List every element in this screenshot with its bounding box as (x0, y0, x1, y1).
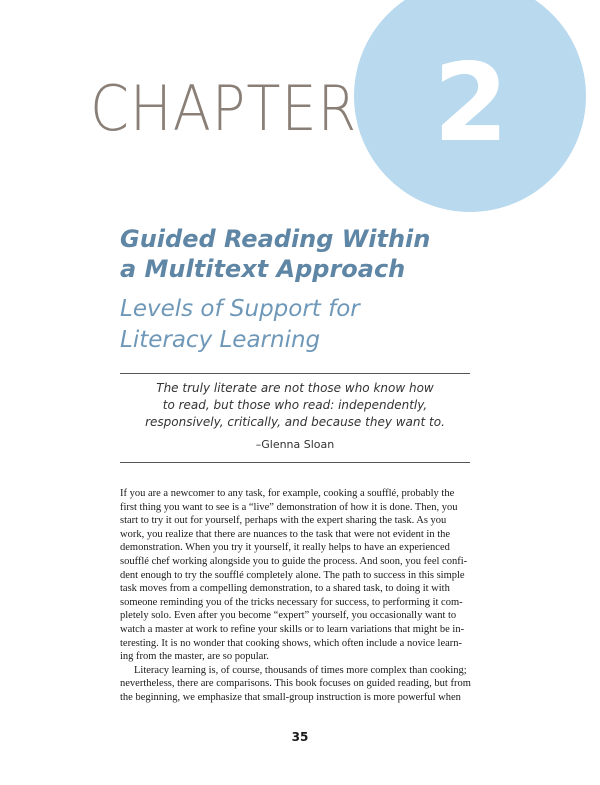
body-line: work, you realize that there are nuances to the task that were not evident in the (120, 528, 451, 540)
body-line: teresting. It is no wonder that cooking shows, which often include a novice learn- (120, 637, 463, 649)
body-line: nevertheless, there are comparisons. This book focuses on guided reading, but from (120, 678, 471, 690)
chapter-subtitle-line-2: Literacy Learning (120, 327, 321, 353)
epigraph-attribution: –Glenna Sloan (255, 438, 335, 451)
body-line: dent enough to try the soufflé completely alone. The path to success in this simple (120, 569, 465, 581)
epigraph-bottom-divider (120, 462, 470, 463)
body-line: Literacy learning is, of course, thousands of times more complex than cooking; (134, 664, 467, 676)
body-line: soufflé chef working alongside you to guide the process. And soon, you feel confi- (120, 555, 468, 567)
body-line: demonstration. When you try it yourself, it really helps to have an experienced (120, 542, 450, 554)
epigraph-line-2: to read, but those who read: independently, (162, 398, 428, 412)
body-line: ing from the master, are so popular. (120, 651, 269, 663)
epigraph-quote (120, 380, 470, 431)
chapter-title (120, 224, 520, 284)
page-number: 35 (291, 730, 309, 744)
chapter-title-line-2: a Multitext Approach (120, 255, 406, 283)
chapter-title-line-1: Guided Reading Within (120, 225, 431, 253)
chapter-subtitle-line-1: Levels of Support for (120, 296, 360, 322)
chapter-subtitle (120, 294, 520, 356)
body-line: first thing you want to see is a “live” demonstration of how it is done. Then, you (120, 501, 458, 513)
epigraph-line-3: responsively, critically, and because they want to. (145, 415, 445, 429)
body-line: the beginning, we emphasize that small-group instruction is more powerful when (120, 691, 461, 703)
body-line: watch a master at work to refine your skills or to learn variations that might be in- (120, 623, 465, 635)
body-line: someone reminding you of the tricks necessary for success, to performing it com- (120, 596, 463, 608)
body-line: start to try it out for yourself, perhaps with the expert sharing the task. As you (120, 515, 447, 527)
body-line: pletely solo. Even after you become “expert” yourself, you occasionally want to (120, 610, 457, 622)
body-line: If you are a newcomer to any task, for example, cooking a soufflé, probably the (120, 488, 455, 499)
body-text (120, 487, 472, 705)
chapter-heading: CHAPTER (90, 72, 358, 145)
body-line: task moves from a compelling demonstration, to a shared task, to doing it with (120, 583, 450, 595)
chapter-number: 2 (433, 41, 509, 166)
epigraph-line-1: The truly literate are not those who know how (156, 381, 434, 395)
epigraph-top-divider (120, 373, 470, 374)
